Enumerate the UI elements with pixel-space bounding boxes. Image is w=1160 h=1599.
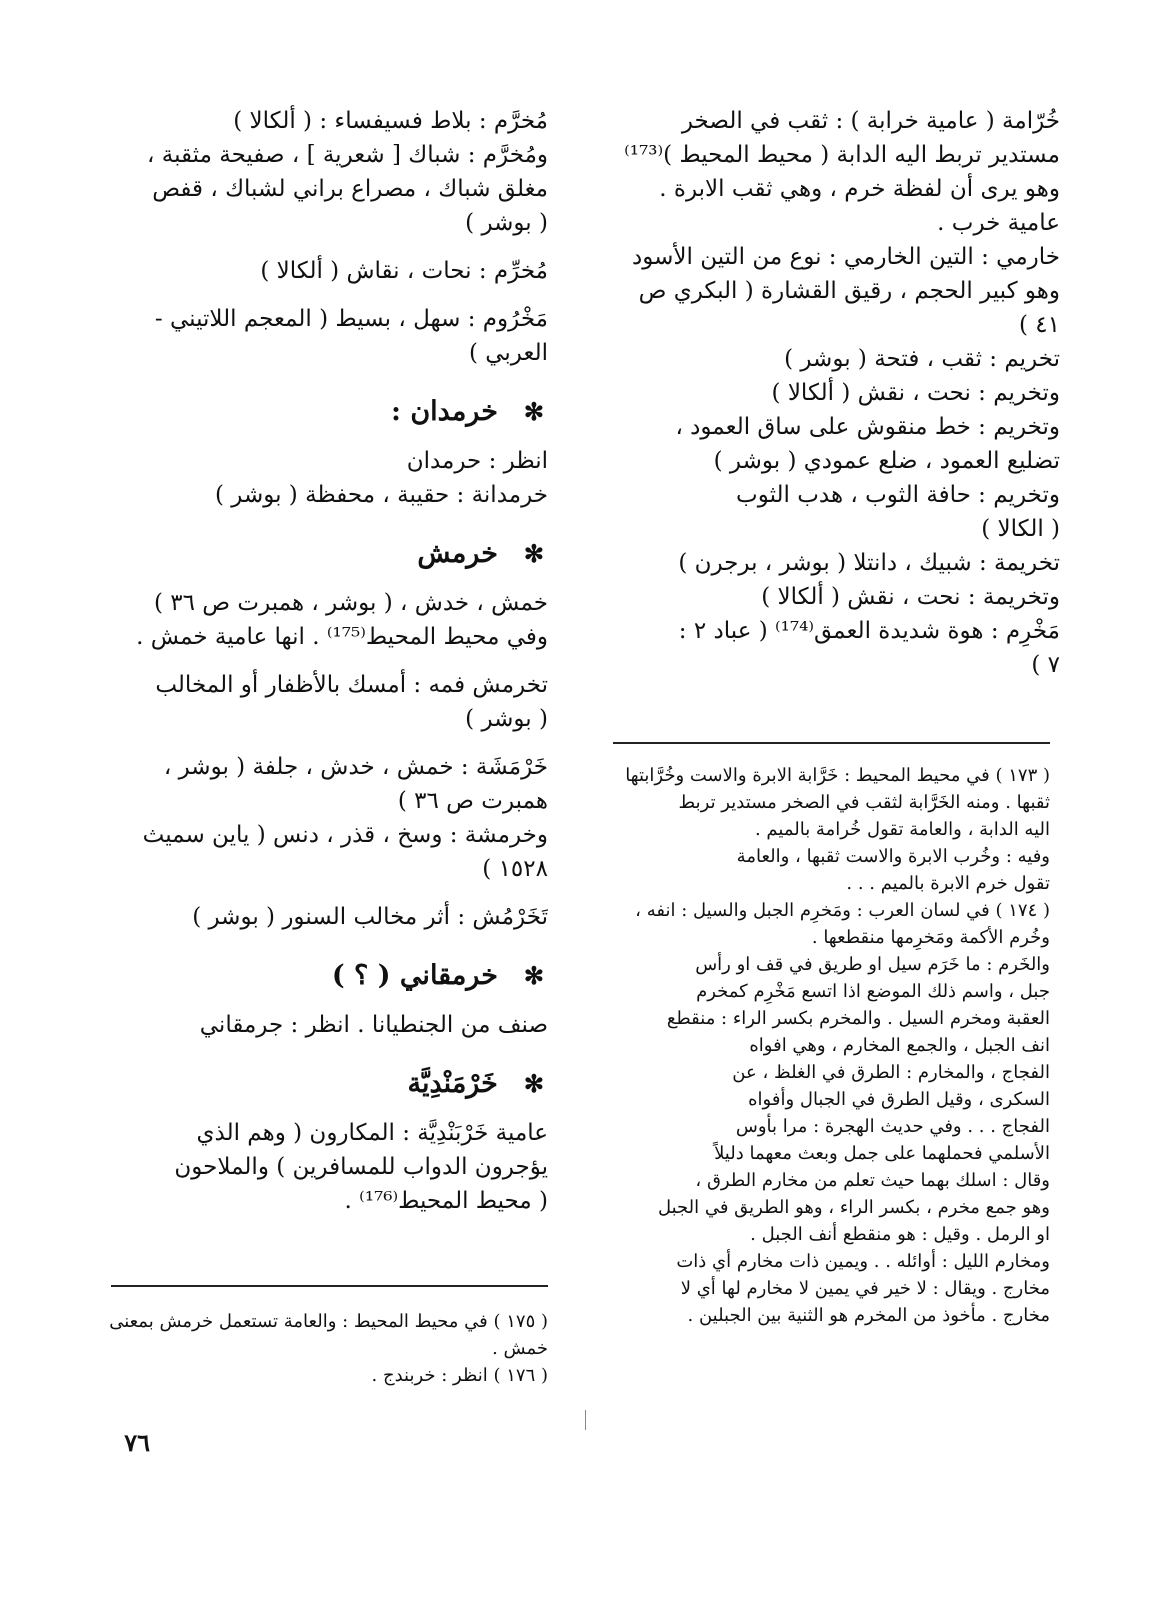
text-line: وخُرم الأكمة ومَخرِمها منقطعها . [811,927,1050,948]
text-line: انف الجبل ، والجمع المخارم ، وهي افواه [749,1035,1050,1056]
text-line: وتخريم : خط منقوش على ساق العمود ، [675,414,1060,440]
asterisk-icon: ✻ [523,961,544,990]
text-line: وخرمشة : وسخ ، قذر ، دنس ( ياين سميث [142,822,548,848]
entry-heading-khurmandiyya [108,1064,548,1104]
text-line: العقبة ومخرم السيل . والمخرم بكسر الراء : منقطع [666,1008,1050,1029]
text-line: مَخْرِم : هوة شديدة العمق⁽¹⁷⁴⁾ ( عباد ٢ : [678,618,1060,644]
text-line: وفيه : وخُرب الابرة والاست ثقبها ، والعامة [736,846,1050,867]
text-line: مخارج . مأخوذ من المخرم هو الثنية بين الجبلين . [687,1305,1050,1326]
text-line: وهو جمع مخرم ، بكسر الراء ، وهو الطريق في الجبل [657,1197,1050,1218]
text-line: تخريم : ثقب ، فتحة ( بوشر ) [784,346,1060,372]
column-separator-mark [585,1410,586,1430]
page-number: ٧٦ [124,1428,150,1457]
right-footnotes [610,762,1050,1329]
right-column [605,104,1060,682]
asterisk-icon: ✻ [523,539,544,568]
heading-text: خرمش [417,538,498,569]
text-line: مخارج . ويقال : لا خير في يمين لا مخارم لها أي لا [680,1278,1050,1299]
text-line: ٧ ) [1031,652,1060,678]
text-line: تخرمش فمه : أمسك بالأظفار أو المخالب [155,672,548,698]
text-line: ومُخرَّم : شباك [ شعرية ] ، صفيحة مثقبة ، [147,142,548,168]
text-line: ومخارم الليل : أوائله . . ويمين ذات مخارم أي ذات [676,1251,1050,1272]
heading-text: خرمقاني ( ؟ ) [331,960,498,991]
left-footnotes [108,1308,548,1389]
text-line: ( بوشر ) [465,706,548,732]
text-line: اليه الدابة ، والعامة تقول خُرامة بالميم . [754,819,1050,840]
left-column [108,104,548,1218]
footnote-divider-left [111,1285,548,1287]
text-line: ( ١٧٥ ) في محيط المحيط : والعامة تستعمل خرمش بمعنى [109,1311,548,1332]
asterisk-icon: ✻ [523,397,544,426]
text-line: يؤجرون الدواب للمسافرين ) والملاحون [174,1154,548,1180]
text-line: تَخَرْمُش : أثر مخالب السنور ( بوشر ) [192,904,548,930]
text-line: خُرّامة ( عامية خرابة ) : ثقب في الصخر [681,108,1060,134]
text-line: ( ١٧٦ ) انظر : خربندج . [371,1365,548,1386]
text-line: وفي محيط المحيط⁽¹⁷⁵⁾ . انها عامية خمش . [136,624,548,650]
text-line: السكرى ، وقيل الطرق في الجبال وأفواه [748,1089,1050,1110]
text-line: جبل ، واسم ذلك الموضع اذا اتسع مَخْرِم كمخرم [696,981,1050,1002]
footnote-divider-right [613,742,1050,744]
text-line: عامية خرب . [937,210,1060,236]
text-line: انظر : حرمدان [406,448,548,474]
text-line: ثقبها . ومنه الخَرَّابة لثقب في الصخر مستدير تربط [678,792,1050,813]
text-line: وتخريم : حافة الثوب ، هدب الثوب [736,482,1060,508]
text-line: ٤١ ) [1018,312,1060,338]
text-line: مستدير تربط اليه الدابة ( محيط المحيط )⁽¹⁷³⁾ [624,142,1060,168]
text-line: وقال : اسلك بهما حيث تعلم من مخارم الطرق ، [695,1170,1050,1191]
text-line: مُخرَّم : بلاط فسيفساء : ( ألكالا ) [233,108,548,134]
text-line: خرمدانة : حقيبة ، محفظة ( بوشر ) [214,482,548,508]
text-line: وهو يرى أن لفظة خرم ، وهي ثقب الابرة . [659,176,1060,202]
text-line: صنف من الجنطيانا . انظر : جرمقاني [199,1012,548,1038]
text-line: ( بوشر ) [465,210,548,236]
text-line: مَخْرُوم : سهل ، بسيط ( المعجم اللاتيني - [154,306,548,332]
text-line: والخَرم : ما خَرَم سيل او طريق في قف او رأس [695,954,1050,975]
text-line: خمش . [492,1338,548,1359]
text-line: همبرت ص ٣٦ ) [397,788,548,814]
text-line: مُخرِّم : نحات ، نقاش ( ألكالا ) [260,258,548,284]
text-line: ( الكالا ) [981,516,1060,542]
text-line: الأسلمي فحملهما على جمل وبعث معهما دليلاً [714,1143,1050,1164]
text-line: وهو كبير الحجم ، رقيق القشارة ( البكري ص [638,278,1060,304]
asterisk-icon: ✻ [523,1069,544,1098]
text-line: وتخريم : نحت ، نقش ( ألكالا ) [771,380,1060,406]
entry-heading-khurmuqani [108,956,548,996]
text-line: خارمي : التين الخارمي : نوع من التين الأسود [632,244,1060,270]
text-line: او الرمل . وقيل : هو منقطع أنف الجبل . [750,1224,1050,1245]
text-line: ( محيط المحيط⁽¹⁷⁶⁾ . [344,1188,548,1214]
text-line: خمش ، خدش ، ( بوشر ، همبرت ص ٣٦ ) [153,590,548,616]
entry-heading-khurmush [108,534,548,574]
text-line: تقول خرم الابرة بالميم . . . [846,873,1050,894]
text-line: العربي ) [468,340,548,366]
text-line: الفجاج . . . وفي حديث الهجرة : مرا بأوس [735,1116,1050,1137]
entry-heading-khurmudan [108,392,548,432]
text-line: ١٥٢٨ ) [482,856,548,882]
text-line: وتخريمة : نحت ، نقش ( ألكالا ) [761,584,1060,610]
text-line: عامية خَرْبَنْدِيَّة : المكارون ( وهم الذي [196,1120,548,1146]
text-line: مغلق شباك ، مصراع براني لشباك ، قفص [152,176,548,202]
text-line: خَرْمَشَة : خمش ، خدش ، جلفة ( بوشر ، [163,754,548,780]
text-line: تخريمة : شبيك ، دانتلا ( بوشر ، برجرن ) [678,550,1060,576]
text-line: تضليع العمود ، ضلع عمودي ( بوشر ) [713,448,1060,474]
heading-text: خرمدان : [390,396,498,427]
heading-text: خَرْمَنْدِيَّة [407,1068,498,1099]
text-line: الفجاج ، والمخارم : الطرق في الغلظ ، عن [732,1062,1050,1083]
text-line: ( ١٧٣ ) في محيط المحيط : خَرَّابة الابرة والاست وخُرَّابتها [625,765,1050,786]
text-line: ( ١٧٤ ) في لسان العرب : ومَخرِم الجبل والسيل : انفه ، [635,900,1050,921]
